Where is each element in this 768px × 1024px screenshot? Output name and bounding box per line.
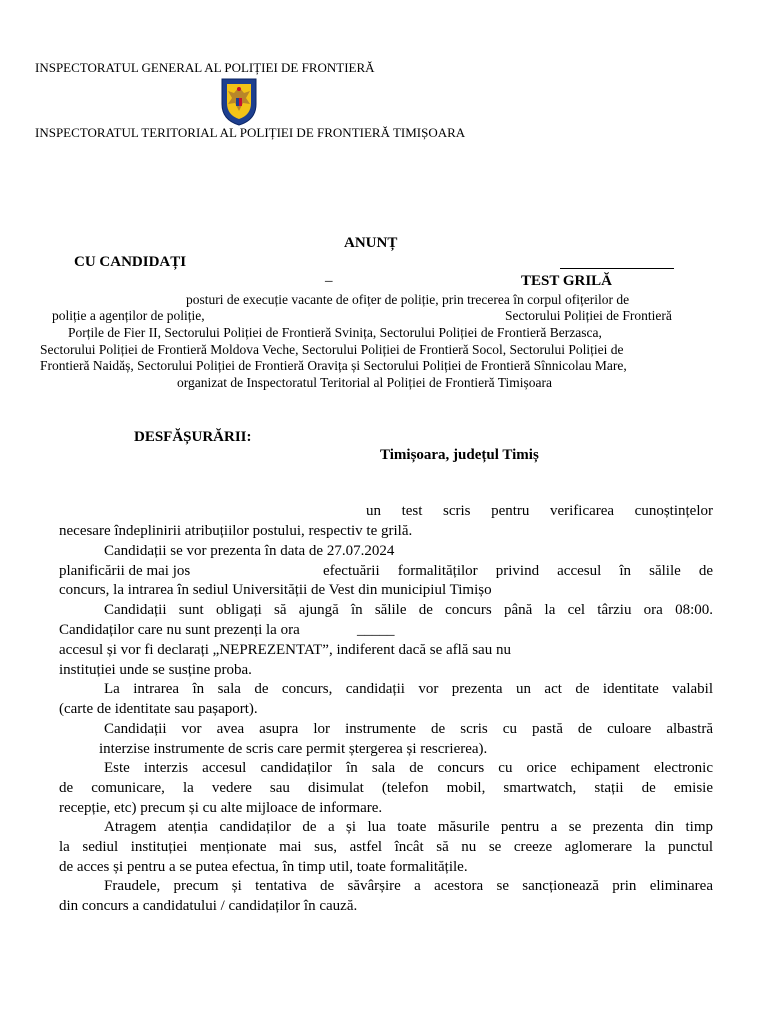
time-blank: _____ <box>357 622 395 638</box>
test-grila-heading: TEST GRILĂ <box>521 273 613 289</box>
body-line: instituției unde se susține proba. <box>59 662 252 678</box>
body-line: (carte de identitate sau pașaport). <box>59 701 258 717</box>
intro-line: Frontieră Naidăș, Sectorului Poliției de Frontieră Oravița și Sectorului Poliției de Frontieră Sînnicolau Mare, <box>40 358 627 373</box>
body-line: La intrarea în sala de concurs, candidații vor prezenta un act de identitate valabil <box>104 681 713 697</box>
romanian-border-police-crest-icon <box>219 76 259 126</box>
org-general-heading: INSPECTORATUL GENERAL AL POLIȚIEI DE FRONTIERĂ <box>35 60 375 75</box>
intro-line: Porțile de Fier II, Sectorului Poliției de Frontieră Svinița, Sectorului Poliției de Frontieră Berzasca, <box>68 325 602 340</box>
body-line: Candidații sunt obligați să ajungă în sălile de concurs până la cel târziu ora 08:00. <box>104 602 713 618</box>
body-line: Atragem atenția candidaților de a și lua toate măsurile pentru a se prezenta din timp <box>104 819 713 835</box>
exam-location: Timișoara, județul Timiș <box>380 447 539 463</box>
body-line: Este interzis accesul candidaților în sala de concurs cu orice echipament electronic <box>104 760 713 776</box>
body-line: accesul și vor fi declarați „NEPREZENTAT”, indiferent dacă se află sau nu <box>59 642 511 658</box>
intro-line: posturi de execuție vacante de ofițer de poliție, prin trecerea în corpul ofițerilor de <box>186 292 630 307</box>
body-line: Candidații vor avea asupra lor instrumente de scris cu pastă de culoare albastră <box>104 721 713 737</box>
body-line: la sediul instituției menționate mai sus, astfel încât să nu se creeze aglomerare la punctul <box>59 839 713 855</box>
body-line: un test scris pentru verificarea cunoștințelor <box>366 503 713 519</box>
org-territorial-heading: INSPECTORATUL TERITORIAL AL POLIȚIEI DE FRONTIERĂ TIMIȘOARA <box>35 125 466 140</box>
body-line: de comunicare, la vedere sau disimulat (telefon mobil, smartwatch, stații de emisie <box>59 780 713 796</box>
intro-line: Sectorului Poliției de Frontieră <box>505 308 672 323</box>
intro-line: organizat de Inspectoratul Teritorial al Poliției de Frontieră Timișoara <box>177 375 552 390</box>
body-line: efectuării formalităților privind accesul în sălile de <box>323 563 713 579</box>
body-line: necesare îndeplinirii atribuțiilor postului, respectiv te grilă. <box>59 523 413 539</box>
body-line: recepție, etc) precum și cu alte mijloace de informare. <box>59 800 383 816</box>
intro-line: Sectorului Poliției de Frontieră Moldova Veche, Sectorului Poliției de Frontieră Socol, Sectorului Poliției de <box>40 342 624 357</box>
body-line: interzise instrumente de scris care permit ștergerea și rescrierea). <box>99 741 488 757</box>
title-dash: – <box>325 273 333 289</box>
body-line: din concurs a candidatului / candidaților în cauză. <box>59 898 358 914</box>
intro-line: poliție a agenților de poliție, <box>52 308 205 323</box>
with-candidates-heading: CU CANDIDAȚI <box>74 254 187 270</box>
blank-underline <box>560 268 674 269</box>
body-line: de acces și pentru a se putea efectua, în timp util, toate formalitățile. <box>59 859 468 875</box>
body-line: concurs, la intrarea în sediul Universității de Vest din municipiul Timișo <box>59 582 492 598</box>
body-line: planificării de mai jos <box>59 563 191 579</box>
conduct-heading: DESFĂȘURĂRII: <box>134 429 252 445</box>
body-line: Candidaților care nu sunt prezenți la ora <box>59 622 300 638</box>
body-line: Candidații se vor prezenta în data de 27.07.2024 <box>104 543 395 559</box>
announcement-title: ANUNȚ <box>344 235 398 251</box>
body-line: Fraudele, precum și tentativa de săvârșire a acestora se sancționează prin eliminarea <box>104 878 713 894</box>
